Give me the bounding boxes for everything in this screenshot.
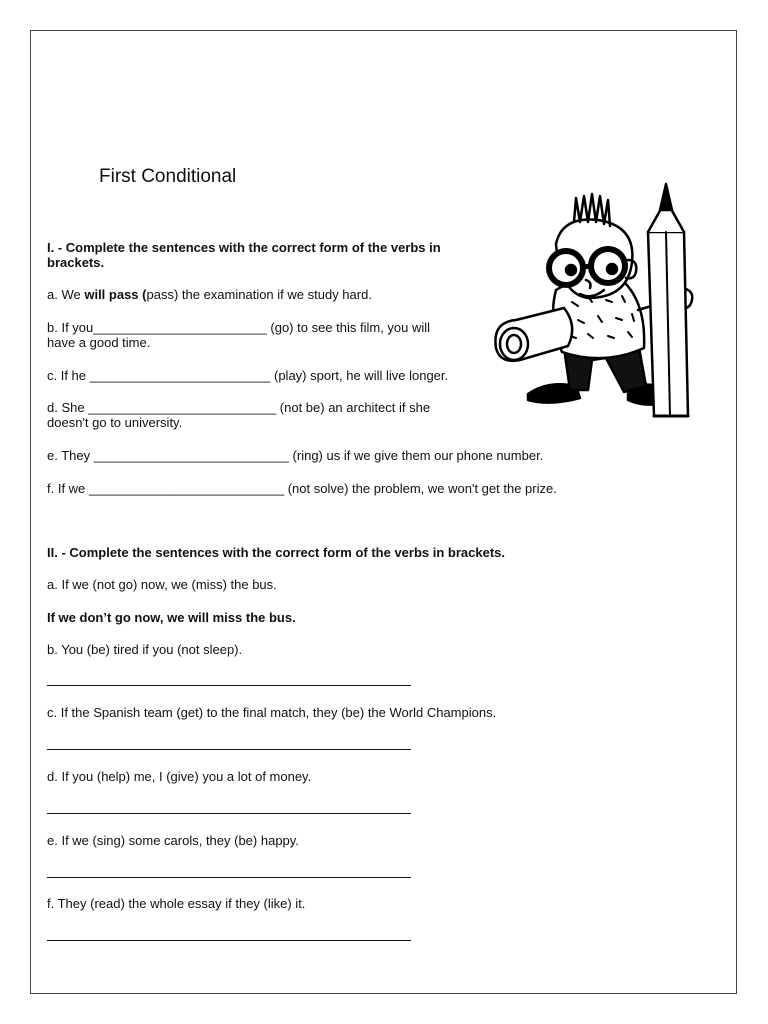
- exercise-2d: d. If you (help) me, I (give) you a lot of money.: [47, 769, 312, 784]
- answer-line-2f: [47, 940, 411, 941]
- exercise-1f: f. If we ___________________________ (not solve) the problem, we won't get the prize.: [47, 481, 557, 496]
- answer-line-2e: [47, 877, 411, 878]
- exercise-2a-example-answer: If we don’t go now, we will miss the bus.: [47, 610, 296, 625]
- answer-line-2b: [47, 685, 411, 686]
- page-title: First Conditional: [99, 166, 237, 187]
- answer-line-2c: [47, 749, 411, 750]
- section-1-instruction-cont: brackets.: [47, 255, 105, 270]
- exercise-1b: b. If you________________________ (go) to see this film, you will: [47, 320, 431, 335]
- cartoon-boy-with-giant-pencil-icon: [488, 180, 704, 426]
- exercise-2e: e. If we (sing) some carols, they (be) happy.: [47, 833, 299, 848]
- exercise-1a-rest: pass) the examination if we study hard.: [146, 287, 372, 302]
- exercise-2a: a. If we (not go) now, we (miss) the bus.: [47, 577, 277, 592]
- exercise-2f: f. They (read) the whole essay if they (like) it.: [47, 896, 306, 911]
- exercise-1e: e. They ___________________________ (ring) us if we give them our phone number.: [47, 448, 544, 463]
- exercise-1b-cont: have a good time.: [47, 335, 151, 350]
- answer-line-2d: [47, 813, 411, 814]
- exercise-2b: b. You (be) tired if you (not sleep).: [47, 642, 243, 657]
- exercise-1c: c. If he _________________________ (play) sport, he will live longer.: [47, 368, 449, 383]
- exercise-2c: c. If the Spanish team (get) to the final match, they (be) the World Champions.: [47, 705, 497, 720]
- exercise-1a-prefix: a. We: [47, 287, 85, 302]
- exercise-1d: d. She __________________________ (not be) an architect if she: [47, 400, 431, 415]
- section-1-instruction: I. - Complete the sentences with the correct form of the verbs in: [47, 240, 441, 255]
- exercise-1a: [47, 287, 372, 302]
- exercise-1a-answer: will pass (: [84, 287, 147, 302]
- section-2-instruction: II. - Complete the sentences with the correct form of the verbs in brackets.: [47, 545, 506, 560]
- exercise-1d-cont: doesn't go to university.: [47, 415, 183, 430]
